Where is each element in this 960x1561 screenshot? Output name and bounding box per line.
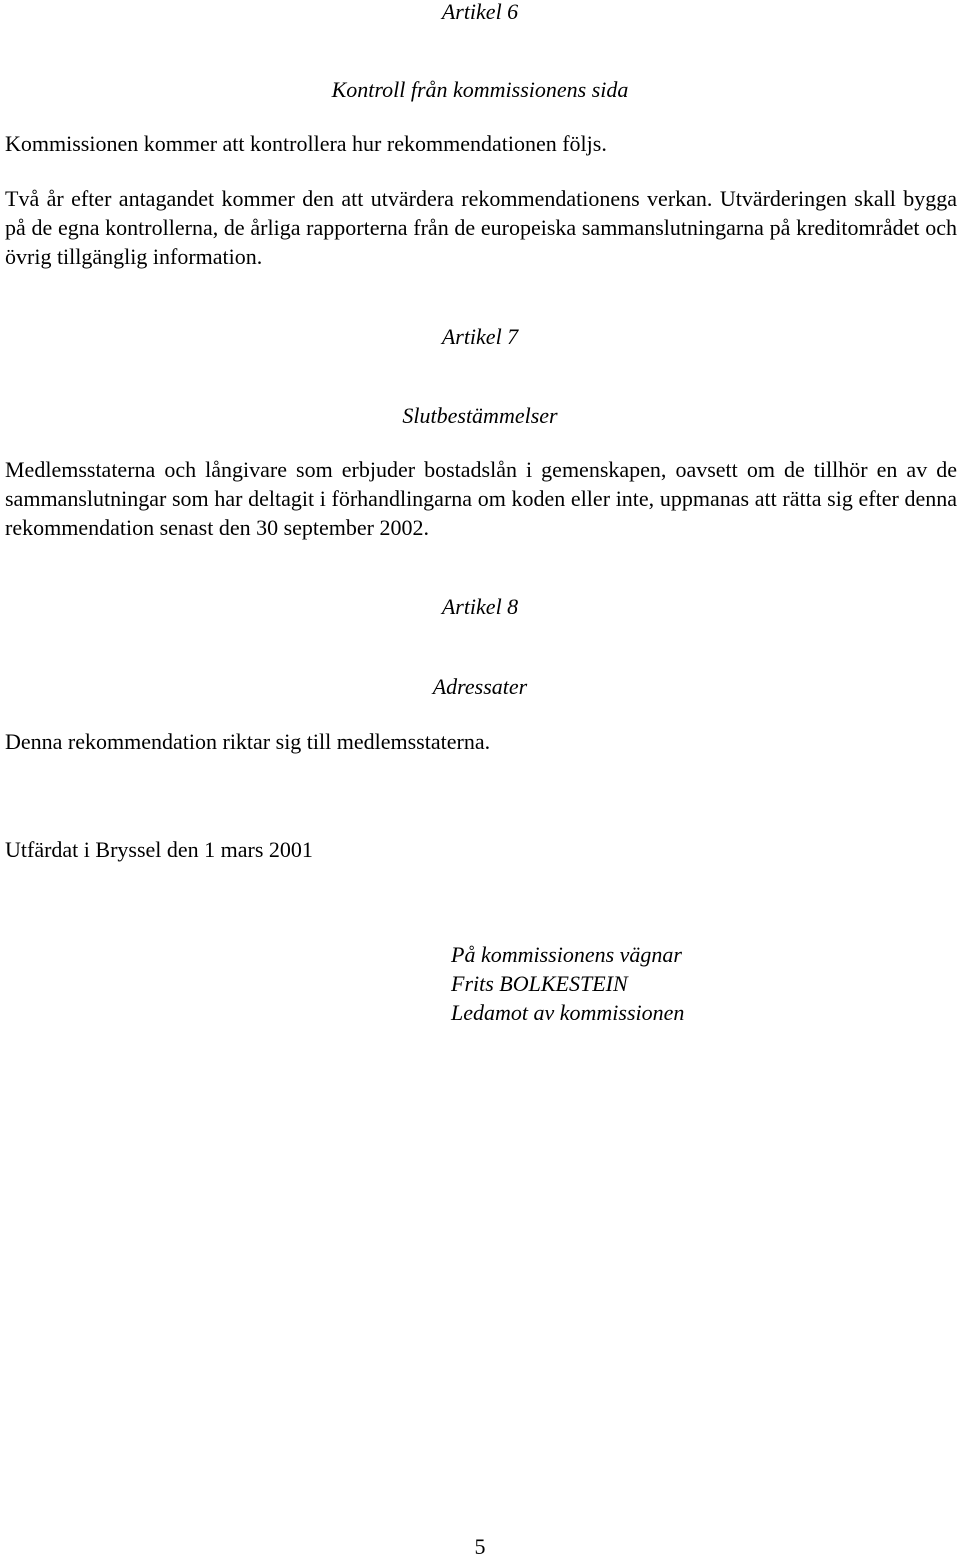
signature-line-1: På kommissionens vägnar [451, 942, 682, 967]
closing-place-date: Utfärdat i Bryssel den 1 mars 2001 [5, 837, 313, 862]
signature-name: Frits BOLKESTEIN [451, 971, 628, 996]
article-6-heading: Artikel 6 [441, 0, 519, 24]
article-6-subheading: Kontroll från kommissionens sida [331, 77, 629, 102]
article-7-subheading: Slutbestämmelser [402, 403, 558, 428]
article-7-paragraph-1: Medlemsstaterna och långivare som erbjuder bostadslån i gemenskapen, oavsett om de tillhör en av de sammanslutningar som har deltagit i förhandlingarna om koden eller inte, uppmanas att rätta sig efter denna rekommendation senast den 30 september 2002. [5, 457, 957, 540]
article-8-heading: Artikel 8 [441, 594, 519, 619]
article-6-paragraph-1: Kommissionen kommer att kontrollera hur rekommendationen följs. [5, 131, 607, 156]
article-7-heading: Artikel 7 [441, 324, 519, 349]
article-8-paragraph-1: Denna rekommendation riktar sig till medlemsstaterna. [5, 729, 491, 754]
signature-block [451, 940, 684, 1027]
article-8-subheading: Adressater [432, 674, 528, 699]
article-6-paragraph-2: Två år efter antagandet kommer den att utvärdera rekommendationens verkan. Utvärderingen skall bygga på de egna kontrollerna, de årliga rapporterna från de europeiska sammanslutningarna på kreditområdet och övrig tillgänglig information. [5, 186, 957, 269]
signature-title: Ledamot av kommissionen [451, 1000, 685, 1025]
page-number: 5 [474, 1534, 486, 1559]
